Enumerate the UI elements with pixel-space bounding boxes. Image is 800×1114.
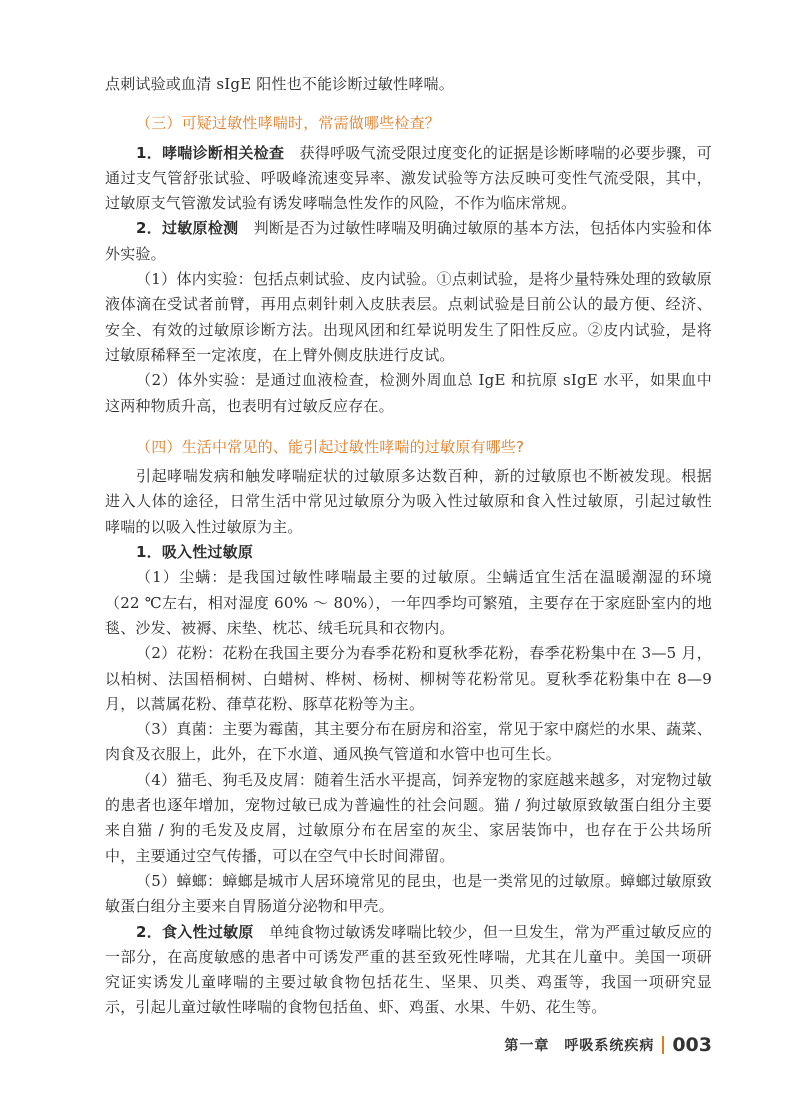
subheading-food-allergens: 2．食入性过敏原 — [136, 922, 254, 941]
paragraph-food-allergens — [105, 920, 712, 1021]
paragraph-pollen: （2）花粉：花粉在我国主要分为春季花粉和夏秋季花粉，春季花粉集中在 3—5 月，以柏树、法国梧桐树、白蜡树、桦树、杨树、柳树等花粉常见。夏秋季花粉集中在 8—9 月，以蒿属花粉、葎草花粉、豚草花粉等为主。 — [105, 644, 712, 713]
paragraph-cockroach: （5）蟑螂：蟑螂是城市人居环境常见的昆虫，也是一类常见的过敏原。蟑螂过敏原致敏蛋白组分主要来自胃肠道分泌物和甲壳。 — [105, 871, 712, 916]
paragraph-allergen-detection-text: 判断是否为过敏性哮喘及明确过敏原的基本方法，包括体内实验和体外实验。 — [105, 219, 712, 263]
footer-divider — [662, 1036, 664, 1054]
subheading-inhaled-allergens-text: 1．吸入性过敏原 — [136, 543, 254, 562]
paragraph-pet-dander: （4）猫毛、狗毛及皮屑：随着生活水平提高，饲养宠物的家庭越来越多，对宠物过敏的患者也逐年增加，宠物过敏已成为普遍性的社会问题。猫 / 狗过敏原致敏蛋白组分主要来自猫 / 狗的毛发及皮屑，过敏原分布在居室的灰尘、家居装饰中，也存在于公共场所中，主要通过空气传播，可以在空气中长时间滞留。 — [105, 770, 712, 865]
chapter-title: 第一章 呼吸系统疾病 — [504, 1038, 655, 1054]
page-body — [105, 72, 712, 1021]
paragraph-dust-mites: （1）尘螨：是我国过敏性哮喘最主要的过敏原。尘螨适宜生活在温暖潮湿的环境（22 ℃左右，相对湿度 60% ～ 80%），一年四季均可繁殖，主要存在于家庭卧室内的地毯、沙发、被褥、床垫、枕芯、绒毛玩具和衣物内。 — [105, 568, 712, 637]
section-title-3: （三）可疑过敏性哮喘时，常需做哪些检查？ — [136, 114, 441, 133]
paragraph-in-vivo: （1）体内实验：包括点刺试验、皮内试验。①点刺试验，是将少量特殊处理的致敏原液体滴在受试者前臂，再用点刺针刺入皮肤表层。点刺试验是目前公认的最方便、经济、安全、有效的过敏原诊断方法。出现风团和红晕说明发生了阳性反应。②皮内试验，是将过敏原稀释至一定浓度，在上臂外侧皮肤进行皮试。 — [105, 270, 712, 364]
page-footer — [504, 1034, 712, 1056]
subheading-allergen-detection: 2．过敏原检测 — [136, 219, 239, 238]
paragraph-continued: 点刺试验或血清 sIgE 阳性也不能诊断过敏性哮喘。 — [105, 75, 454, 93]
paragraph-fungi: （3）真菌：主要为霉菌，其主要分布在厨房和浴室，常见于家中腐烂的水果、蔬菜、肉食及衣服上，此外，在下水道、通风换气管道和水管中也可生长。 — [105, 720, 712, 764]
paragraph-in-vitro: （2）体外实验：是通过血液检查，检测外周血总 IgE 和抗原 sIgE 水平，如果血中这两种物质升高，也表明有过敏反应存在。 — [105, 371, 712, 415]
subheading-diagnosis-tests: 1．哮喘诊断相关检查 — [136, 143, 285, 162]
paragraph-diagnosis-tests-text: 获得呼吸气流受限过度变化的证据是诊断哮喘的必要步骤，可通过支气管舒张试验、呼吸峰流速变异率、激发试验等方法反映可变性气流受限，其中，过敏原支气管激发试验有诱发哮喘急性发作的风险，不作为临床常规。 — [105, 143, 712, 213]
paragraph-allergen-intro: 引起哮喘发病和触发哮喘症状的过敏原多达数百种，新的过敏原也不断被发现。根据进入人体的途径，日常生活中常见过敏原分为吸入性过敏原和食入性过敏原，引起过敏性哮喘的以吸入性过敏原为主。 — [105, 467, 712, 536]
paragraph-allergen-detection — [105, 216, 712, 267]
paragraph-food-allergens-text: 单纯食物过敏诱发哮喘比较少，但一旦发生，常为严重过敏反应的一部分，在高度敏感的患者中可诱发严重的甚至致死性哮喘，尤其在儿童中。美国一项研究证实诱发儿童哮喘的主要过敏食物包括花生、坚果、贝类、鸡蛋等，我国一项研究显示，引起儿童过敏性哮喘的食物包括鱼、虾、鸡蛋、水果、牛奶、花生等。 — [105, 922, 712, 1017]
section-title-4: （四）生活中常见的、能引起过敏性哮喘的过敏原有哪些? — [136, 437, 525, 456]
paragraph-diagnosis-tests — [105, 141, 712, 217]
subheading-inhaled-allergens — [105, 540, 712, 565]
page-number: 003 — [672, 1034, 712, 1056]
